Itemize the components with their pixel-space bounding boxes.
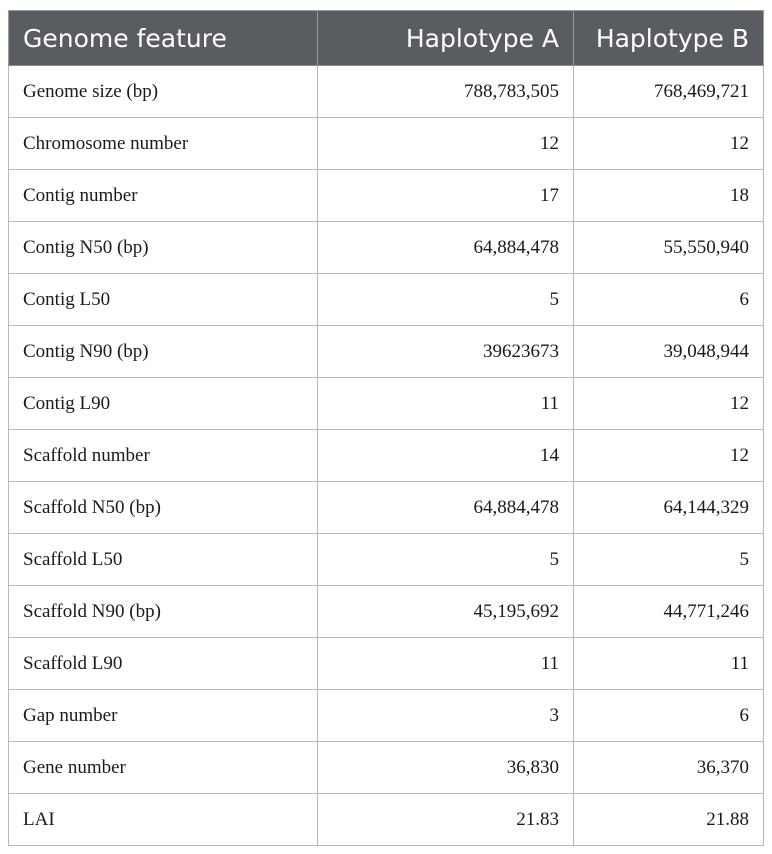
row-label: Contig L90 — [9, 378, 318, 430]
row-label: Scaffold L50 — [9, 534, 318, 586]
haplotype-b-value: 768,469,721 — [574, 66, 764, 118]
table-row — [9, 378, 764, 430]
table-row — [9, 742, 764, 794]
table-row — [9, 222, 764, 274]
genome-assembly-table-container — [8, 10, 763, 846]
genome-assembly-table — [8, 10, 764, 846]
haplotype-b-value: 44,771,246 — [574, 586, 764, 638]
header-row — [9, 11, 764, 66]
haplotype-a-value: 12 — [318, 118, 574, 170]
haplotype-a-value: 45,195,692 — [318, 586, 574, 638]
haplotype-a-value: 3 — [318, 690, 574, 742]
haplotype-b-value: 12 — [574, 378, 764, 430]
table-row — [9, 326, 764, 378]
haplotype-a-value: 17 — [318, 170, 574, 222]
table-row — [9, 586, 764, 638]
table-row — [9, 638, 764, 690]
haplotype-b-value: 18 — [574, 170, 764, 222]
haplotype-a-value: 14 — [318, 430, 574, 482]
haplotype-b-value: 39,048,944 — [574, 326, 764, 378]
haplotype-b-value: 6 — [574, 274, 764, 326]
haplotype-b-value: 12 — [574, 430, 764, 482]
header-haplotype-a: Haplotype A — [318, 11, 574, 66]
table-row — [9, 170, 764, 222]
haplotype-b-value: 21.88 — [574, 794, 764, 846]
table-row — [9, 274, 764, 326]
haplotype-a-value: 36,830 — [318, 742, 574, 794]
haplotype-b-value: 12 — [574, 118, 764, 170]
row-label: Contig L50 — [9, 274, 318, 326]
table-row — [9, 690, 764, 742]
haplotype-b-value: 11 — [574, 638, 764, 690]
table-header — [9, 11, 764, 66]
row-label: Scaffold number — [9, 430, 318, 482]
haplotype-a-value: 11 — [318, 378, 574, 430]
row-label: Scaffold L90 — [9, 638, 318, 690]
haplotype-b-value: 55,550,940 — [574, 222, 764, 274]
row-label: Contig N50 (bp) — [9, 222, 318, 274]
haplotype-a-value: 5 — [318, 274, 574, 326]
haplotype-a-value: 64,884,478 — [318, 222, 574, 274]
haplotype-a-value: 21.83 — [318, 794, 574, 846]
row-label: Chromosome number — [9, 118, 318, 170]
table-row — [9, 66, 764, 118]
haplotype-a-value: 64,884,478 — [318, 482, 574, 534]
row-label: Scaffold N50 (bp) — [9, 482, 318, 534]
table-row — [9, 534, 764, 586]
table-body — [9, 66, 764, 846]
header-haplotype-b: Haplotype B — [574, 11, 764, 66]
haplotype-a-value: 39623673 — [318, 326, 574, 378]
row-label: Genome size (bp) — [9, 66, 318, 118]
row-label: LAI — [9, 794, 318, 846]
table-row — [9, 118, 764, 170]
haplotype-a-value: 5 — [318, 534, 574, 586]
row-label: Gap number — [9, 690, 318, 742]
row-label: Contig N90 (bp) — [9, 326, 318, 378]
haplotype-b-value: 64,144,329 — [574, 482, 764, 534]
row-label: Contig number — [9, 170, 318, 222]
row-label: Gene number — [9, 742, 318, 794]
haplotype-a-value: 11 — [318, 638, 574, 690]
haplotype-b-value: 6 — [574, 690, 764, 742]
haplotype-b-value: 36,370 — [574, 742, 764, 794]
haplotype-b-value: 5 — [574, 534, 764, 586]
haplotype-a-value: 788,783,505 — [318, 66, 574, 118]
table-row — [9, 794, 764, 846]
table-row — [9, 482, 764, 534]
table-row — [9, 430, 764, 482]
row-label: Scaffold N90 (bp) — [9, 586, 318, 638]
header-genome-feature: Genome feature — [9, 11, 318, 66]
